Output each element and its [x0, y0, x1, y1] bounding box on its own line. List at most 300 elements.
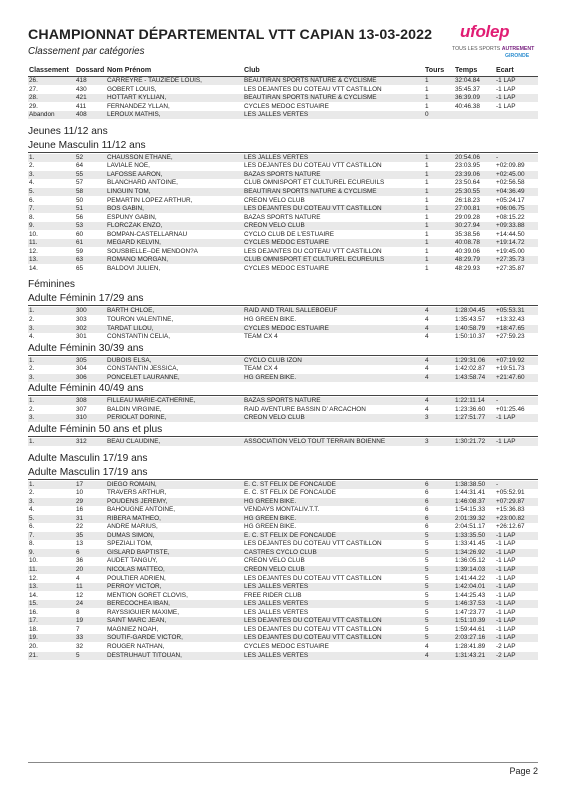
cell-ecart: +04:36.49 — [496, 187, 525, 195]
cell-club: LES JALLES VERTES — [244, 608, 309, 616]
cell-classement: 12. — [29, 247, 38, 255]
table-row — [28, 265, 538, 273]
cell-dossard: 53 — [76, 222, 84, 230]
cell-classement: 14. — [29, 591, 38, 599]
cell-temps: 36:39.09 — [455, 94, 480, 102]
cell-nom: SOUTIF-GARDE VICTOR, — [107, 634, 183, 642]
cell-tours: 1 — [425, 230, 429, 238]
cell-classement: 4. — [29, 506, 35, 514]
table-row — [28, 154, 538, 162]
table-row — [28, 231, 538, 239]
cell-dossard: 411 — [76, 102, 87, 110]
cell-classement: 3. — [29, 373, 35, 381]
table-row — [28, 325, 538, 333]
cell-classement: 4. — [29, 333, 35, 341]
cell-tours: 1 — [425, 170, 429, 178]
cell-nom: FLORCZAK ENZO, — [107, 222, 163, 230]
table-row — [28, 634, 538, 642]
cell-ecart: -1 LAP — [496, 540, 516, 548]
table-row — [28, 652, 538, 660]
cell-club: CYCLO CLUB IZON — [244, 356, 302, 364]
cell-nom: ROMANO MORGAN, — [107, 256, 169, 264]
cell-classement: 8. — [29, 213, 35, 221]
table-row — [28, 171, 538, 179]
table-row — [28, 94, 538, 102]
category-heading: Adulte Féminin 40/49 ans — [28, 383, 538, 396]
cell-nom: FILLEAU MARIE-CATHERINE, — [107, 397, 196, 405]
cell-classement: 17. — [29, 617, 38, 625]
cell-classement: 2. — [29, 365, 35, 373]
cell-ecart: -1 LAP — [496, 617, 516, 625]
cell-dossard: 61 — [76, 239, 84, 247]
cell-classement: 4. — [29, 179, 35, 187]
cell-ecart: -2 LAP — [496, 651, 516, 659]
cell-club: LES DEJANTES DU COTEAU VTT CASTILLON — [244, 85, 382, 93]
cell-dossard: 305 — [76, 356, 87, 364]
cell-dossard: 7 — [76, 625, 80, 633]
cell-tours: 1 — [425, 247, 429, 255]
cell-temps: 1:40:58.79 — [455, 324, 486, 332]
cell-ecart: +06:06.75 — [496, 205, 525, 213]
cell-club: TEAM CX 4 — [244, 333, 278, 341]
table-row — [28, 523, 538, 531]
cell-ecart: -1 LAP — [496, 625, 516, 633]
cell-ecart: +13:32.43 — [496, 316, 525, 323]
cell-temps: 23:39.06 — [455, 170, 480, 178]
cell-nom: PONCELET LAURANNE, — [107, 373, 180, 381]
cell-temps: 20:54.06 — [455, 153, 480, 161]
cell-club: CREON VELO CLUB — [244, 222, 305, 230]
cell-ecart: +21:47.60 — [496, 373, 525, 381]
cell-classement: 28. — [29, 94, 38, 102]
cell-tours: 1 — [425, 196, 429, 204]
cell-nom: BOMPAN-CASTELLARNAU — [107, 230, 188, 238]
cell-classement: 13. — [29, 583, 38, 591]
table-row — [28, 103, 538, 111]
cell-ecart: +19:14.72 — [496, 239, 525, 247]
cell-temps: 1:44:25.43 — [455, 591, 486, 599]
section-heading: Féminines — [28, 279, 75, 291]
cell-tours: 5 — [425, 531, 429, 539]
cell-dossard: 12 — [76, 591, 84, 599]
cell-tours: 4 — [425, 333, 429, 341]
cell-club: BEAUTIRAN SPORTS NATURE & CYCLISME — [244, 77, 377, 84]
cell-ecart: +26:12.67 — [496, 523, 525, 531]
table-row — [28, 214, 538, 222]
cell-tours: 4 — [425, 642, 429, 650]
cell-nom: BOS GABIN, — [107, 205, 144, 213]
col-header-tours: Tours — [425, 66, 445, 74]
cell-nom: AUDET TANGUY, — [107, 557, 158, 565]
cell-club: TEAM CX 4 — [244, 365, 278, 373]
cell-nom: LINGUIN TOM, — [107, 187, 151, 195]
cell-ecart: +09:33.88 — [496, 222, 525, 230]
cell-temps: 40:08.78 — [455, 239, 480, 247]
cell-classement: 21. — [29, 651, 38, 659]
cell-ecart: -1 LAP — [496, 548, 516, 556]
cell-nom: NICOLAS MATTEO, — [107, 566, 165, 573]
cell-tours: 1 — [425, 85, 429, 93]
cell-tours: 6 — [425, 497, 429, 505]
cell-temps: 32:04.84 — [455, 77, 480, 84]
table-row — [28, 643, 538, 651]
cell-tours: 4 — [425, 316, 429, 323]
cell-tours: 4 — [425, 307, 429, 315]
table-row — [28, 111, 538, 119]
cell-tours: 3 — [425, 437, 429, 445]
cell-dossard: 421 — [76, 94, 87, 102]
cell-tours: 4 — [425, 397, 429, 405]
cell-club: VENDAYS MONTALIV.T.T. — [244, 506, 320, 514]
cell-dossard: 312 — [76, 437, 87, 445]
table-row — [28, 397, 538, 405]
cell-club: CLUB OMNISPORT ET CULTUREL ECUREUILS — [244, 256, 385, 264]
cell-ecart: -1 LAP — [496, 94, 516, 102]
cell-dossard: 64 — [76, 162, 84, 170]
cell-temps: 23:03.95 — [455, 162, 480, 170]
cell-dossard: 63 — [76, 256, 84, 264]
cell-nom: DESTRUHAUT TITOUAN, — [107, 651, 182, 659]
cell-dossard: 65 — [76, 264, 84, 272]
cell-nom: LEROUX MATHIS, — [107, 111, 161, 119]
table-row — [28, 566, 538, 574]
cell-nom: POUDENS JEREMY, — [107, 497, 168, 505]
cell-temps: 1:33:41.45 — [455, 540, 486, 548]
cell-temps: 1:34:26.92 — [455, 548, 486, 556]
cell-ecart: +02:56.58 — [496, 179, 525, 187]
cell-ecart: +18:47.65 — [496, 324, 525, 332]
cell-tours: 5 — [425, 634, 429, 642]
cell-ecart: -1 LAP — [496, 102, 516, 110]
cell-tours: 1 — [425, 179, 429, 187]
cell-nom: CARREYRE - TAUZIEDE LOUIS, — [107, 77, 202, 84]
table-row — [28, 188, 538, 196]
cell-temps: 35:38.56 — [455, 230, 480, 238]
cell-ecart: -1 LAP — [496, 566, 516, 573]
cell-club: HG GREEN BIKE. — [244, 316, 297, 323]
cell-temps: 1:51:10.39 — [455, 617, 486, 625]
cell-dossard: 8 — [76, 608, 80, 616]
cell-temps: 1:33:35.50 — [455, 531, 486, 539]
cell-nom: PERROY VICTOR, — [107, 583, 162, 591]
cell-tours: 4 — [425, 356, 429, 364]
cell-ecart: +07:29.87 — [496, 497, 525, 505]
cell-tours: 5 — [425, 625, 429, 633]
cell-club: LES JALLES VERTES — [244, 651, 309, 659]
cell-classement: Abandon — [29, 111, 55, 119]
cell-ecart: -1 LAP — [496, 608, 516, 616]
cell-temps: 1:54:15.33 — [455, 506, 486, 514]
cell-ecart: -1 LAP — [496, 531, 516, 539]
cell-temps: 35:45.37 — [455, 85, 480, 93]
table-row — [28, 374, 538, 382]
cell-nom: GOBERT LOUIS, — [107, 85, 157, 93]
cell-club: ASSOCIATION VELO TOUT TERRAIN BOIENNE — [244, 437, 386, 445]
cell-tours: 4 — [425, 651, 429, 659]
cell-nom: TARDAT LILOU, — [107, 324, 154, 332]
cell-classement: 1. — [29, 437, 35, 445]
cell-tours: 1 — [425, 264, 429, 272]
cell-club: LES DEJANTES DU COTEAU VTT CASTILLON — [244, 625, 382, 633]
table-row — [28, 506, 538, 514]
cell-classement: 2. — [29, 316, 35, 323]
cell-club: LES DEJANTES DU COTEAU VTT CASTILLON — [244, 634, 382, 642]
cell-temps: 1:28:04.45 — [455, 307, 486, 315]
table-row — [28, 498, 538, 506]
cell-temps: 27:00.81 — [455, 205, 480, 213]
cell-club: LES JALLES VERTES — [244, 153, 309, 161]
cell-nom: HOTTART KYLLIAN, — [107, 94, 167, 102]
cell-club: BAZAS SPORTS NATURE — [244, 397, 321, 405]
cell-dossard: 16 — [76, 506, 84, 514]
table-row — [28, 365, 538, 373]
table-row — [28, 515, 538, 523]
cell-classement: 3. — [29, 170, 35, 178]
cell-classement: 2. — [29, 489, 35, 497]
table-row — [28, 333, 538, 341]
cell-tours: 1 — [425, 77, 429, 84]
cell-club: LES DEJANTES DU COTEAU VTT CASTILLON — [244, 540, 382, 548]
cell-dossard: 306 — [76, 373, 87, 381]
logo-tagline — [452, 46, 534, 52]
cell-dossard: 50 — [76, 196, 84, 204]
cell-ecart: -1 LAP — [496, 557, 516, 565]
cell-classement: 12. — [29, 574, 38, 582]
cell-dossard: 51 — [76, 205, 84, 213]
cell-classement: 16. — [29, 608, 38, 616]
cell-ecart: +27:59.23 — [496, 333, 525, 341]
cell-ecart: -1 LAP — [496, 437, 516, 445]
cell-classement: 10. — [29, 557, 38, 565]
cell-ecart: +14:44.50 — [496, 230, 525, 238]
cell-dossard: 13 — [76, 540, 84, 548]
cell-ecart: +01:25.46 — [496, 405, 525, 413]
cell-ecart: +19:45.00 — [496, 247, 525, 255]
table-row — [28, 481, 538, 489]
cell-ecart: +27:35.73 — [496, 256, 525, 264]
cell-tours: 1 — [425, 222, 429, 230]
cell-club: CREON VELO CLUB — [244, 414, 305, 422]
cell-classement: 19. — [29, 634, 38, 642]
category-heading: Jeune Masculin 11/12 ans — [28, 140, 538, 153]
cell-classement: 6. — [29, 196, 35, 204]
cell-temps: 1:44:31.41 — [455, 489, 486, 497]
cell-tours: 1 — [425, 153, 429, 161]
cell-temps: 23:50.64 — [455, 179, 480, 187]
cell-nom: DUMAS SIMON, — [107, 531, 155, 539]
cell-tours: 5 — [425, 574, 429, 582]
cell-club: LES JALLES VERTES — [244, 111, 309, 119]
cell-tours: 4 — [425, 324, 429, 332]
cell-classement: 8. — [29, 540, 35, 548]
cell-classement: 10. — [29, 230, 38, 238]
cell-classement: 27. — [29, 85, 38, 93]
col-header-dossard: Dossard — [76, 66, 105, 74]
cell-classement: 13. — [29, 256, 38, 264]
table-row — [28, 489, 538, 497]
cell-temps: 1:39:14.03 — [455, 566, 486, 573]
cell-dossard: 60 — [76, 230, 84, 238]
cell-club: CYCLES MEDOC ESTUAIRE — [244, 324, 329, 332]
cell-nom: GISLARD BAPTISTE, — [107, 548, 170, 556]
cell-temps: 1:41:44.22 — [455, 574, 486, 582]
table-row — [28, 540, 538, 548]
col-header-temps: Temps — [455, 66, 478, 74]
cell-temps: 26:18.23 — [455, 196, 480, 204]
cell-ecart: +19:51.73 — [496, 365, 525, 373]
cell-nom: RIBERA MATHEO, — [107, 514, 161, 522]
cell-classement: 11. — [29, 239, 38, 247]
cell-ecart: -1 LAP — [496, 414, 516, 422]
table-row — [28, 592, 538, 600]
cell-tours: 5 — [425, 557, 429, 565]
cell-club: LES DEJANTES DU COTEAU VTT CASTILLON — [244, 162, 382, 170]
cell-club: RAID AVENTURE BASSIN D' ARCACHON — [244, 405, 366, 413]
cell-tours: 6 — [425, 506, 429, 514]
cell-classement: 2. — [29, 162, 35, 170]
cell-classement: 26. — [29, 77, 38, 84]
cell-dossard: 36 — [76, 557, 84, 565]
cell-nom: BALDIN VIRGINIE, — [107, 405, 162, 413]
cell-tours: 5 — [425, 591, 429, 599]
section-heading: Jeunes 11/12 ans — [28, 125, 108, 137]
cell-classement: 9. — [29, 548, 35, 556]
cell-club: LES DEJANTES DU COTEAU VTT CASTILLON — [244, 574, 382, 582]
cell-ecart: -1 LAP — [496, 634, 516, 642]
cell-club: LES DEJANTES DU COTEAU VTT CASTILLON — [244, 247, 382, 255]
cell-temps: 1:31:43.21 — [455, 651, 486, 659]
table-row — [28, 617, 538, 625]
cell-nom: ESPUNY GABIN, — [107, 213, 157, 221]
section-heading: Adulte Masculin 17/19 ans — [28, 452, 148, 464]
category-heading: Adulte Féminin 50 ans et plus — [28, 424, 538, 437]
cell-nom: LAVIALE NOE, — [107, 162, 150, 170]
cell-nom: ANDRE MARIUS, — [107, 523, 158, 531]
table-row — [28, 179, 538, 187]
cell-classement: 1. — [29, 480, 35, 488]
cell-temps: 1:27:51.77 — [455, 414, 486, 422]
page-title: CHAMPIONNAT DÉPARTEMENTAL VTT CAPIAN 13-03-2022 — [28, 27, 433, 43]
cell-temps: 2:01:39.32 — [455, 514, 486, 522]
table-row — [28, 256, 538, 264]
cell-dossard: 35 — [76, 531, 84, 539]
cell-nom: BLANCHARD ANTOINE, — [107, 179, 178, 187]
cell-temps: 1:28:41.89 — [455, 642, 486, 650]
cell-club: BEAUTIRAN SPORTS NATURE & CYCLISME — [244, 187, 377, 195]
cell-ecart: -1 LAP — [496, 85, 516, 93]
cell-temps: 1:30:21.72 — [455, 437, 486, 445]
category-heading: Adulte Féminin 17/29 ans — [28, 293, 538, 306]
cell-dossard: 17 — [76, 480, 84, 488]
cell-ecart: +27:35.87 — [496, 264, 525, 272]
cell-club: BAZAS SPORTS NATURE — [244, 213, 321, 221]
cell-club: CASTRES CYCLO CLUB — [244, 548, 317, 556]
cell-temps: 1:22:11.14 — [455, 397, 485, 405]
table-row — [28, 609, 538, 617]
cell-dossard: 300 — [76, 307, 87, 315]
category-heading: Adulte Féminin 30/39 ans — [28, 343, 538, 356]
cell-dossard: 58 — [76, 187, 84, 195]
cell-temps: 1:50:10.37 — [455, 333, 486, 341]
cell-temps: 1:46:37.53 — [455, 600, 486, 608]
cell-nom: PEMARTIN LOPEZ ARTHUR, — [107, 196, 193, 204]
cell-tours: 5 — [425, 617, 429, 625]
cell-temps: 1:43:58.74 — [455, 373, 486, 381]
cell-tours: 4 — [425, 365, 429, 373]
cell-club: CYCLES MEDOC ESTUAIRE — [244, 239, 329, 247]
cell-tours: 5 — [425, 548, 429, 556]
table-row — [28, 239, 538, 247]
cell-ecart: - — [496, 153, 499, 161]
cell-dossard: 10 — [76, 489, 84, 497]
logo-tagline-a: TOUS LES SPORTS — [452, 46, 501, 52]
cell-classement: 20. — [29, 642, 38, 650]
cell-nom: BALDOVI JULIEN, — [107, 264, 161, 272]
category-heading: Adulte Masculin 17/19 ans — [28, 467, 538, 480]
cell-dossard: 11 — [76, 583, 83, 591]
cell-nom: PERIOLAT DORINE, — [107, 414, 167, 422]
cell-club: HG GREEN BIKE. — [244, 523, 297, 531]
cell-ecart: +02:09.89 — [496, 162, 525, 170]
col-header-nom: Nom Prénom — [107, 66, 152, 74]
cell-dossard: 418 — [76, 77, 87, 84]
cell-dossard: 24 — [76, 600, 84, 608]
cell-classement: 29. — [29, 102, 38, 110]
cell-temps: 48:29.93 — [455, 264, 480, 272]
cell-temps: 1:35:43.57 — [455, 316, 486, 323]
cell-temps: 1:23:36.60 — [455, 405, 486, 413]
col-header-classement: Classement — [29, 66, 69, 74]
table-row — [28, 77, 538, 85]
cell-tours: 1 — [425, 256, 429, 264]
cell-ecart: +05:52.91 — [496, 489, 525, 497]
cell-nom: BAHOUGNE ANTOINE, — [107, 506, 176, 514]
cell-temps: 30:27.94 — [455, 222, 480, 230]
cell-nom: SAINT MARC JEAN, — [107, 617, 167, 625]
cell-temps: 48:29.79 — [455, 256, 480, 264]
cell-classement: 5. — [29, 514, 35, 522]
cell-temps: 1:59:44.61 — [455, 625, 486, 633]
cell-ecart: +05:53.31 — [496, 307, 525, 315]
cell-classement: 3. — [29, 497, 35, 505]
cell-tours: 4 — [425, 405, 429, 413]
cell-nom: CHAUSSON ETHANE, — [107, 153, 173, 161]
cell-temps: 2:04:51.17 — [455, 523, 486, 531]
table-row — [28, 162, 538, 170]
cell-classement: 9. — [29, 222, 35, 230]
cell-classement: 2. — [29, 405, 35, 413]
cell-tours: 1 — [425, 102, 429, 110]
cell-temps: 2:03:27.16 — [455, 634, 486, 642]
logo-region: GIRONDE — [505, 53, 530, 59]
cell-ecart: -2 LAP — [496, 642, 516, 650]
logo-wordmark — [460, 22, 509, 42]
cell-classement: 3. — [29, 414, 35, 422]
cell-dossard: 5 — [76, 651, 80, 659]
table-row — [28, 316, 538, 324]
cell-dossard: 31 — [76, 514, 84, 522]
logo-word-text: ufolep — [460, 22, 510, 41]
cell-ecart: - — [496, 480, 499, 488]
cell-temps: 40:39.06 — [455, 247, 480, 255]
cell-temps: 25:30.55 — [455, 187, 480, 195]
page-number: Page 2 — [509, 766, 538, 776]
logo-tagline-b: AUTREMENT — [501, 46, 535, 52]
cell-nom: MEGARD KELVIN, — [107, 239, 161, 247]
cell-tours: 5 — [425, 583, 429, 591]
cell-tours: 6 — [425, 480, 429, 488]
table-row — [28, 626, 538, 634]
